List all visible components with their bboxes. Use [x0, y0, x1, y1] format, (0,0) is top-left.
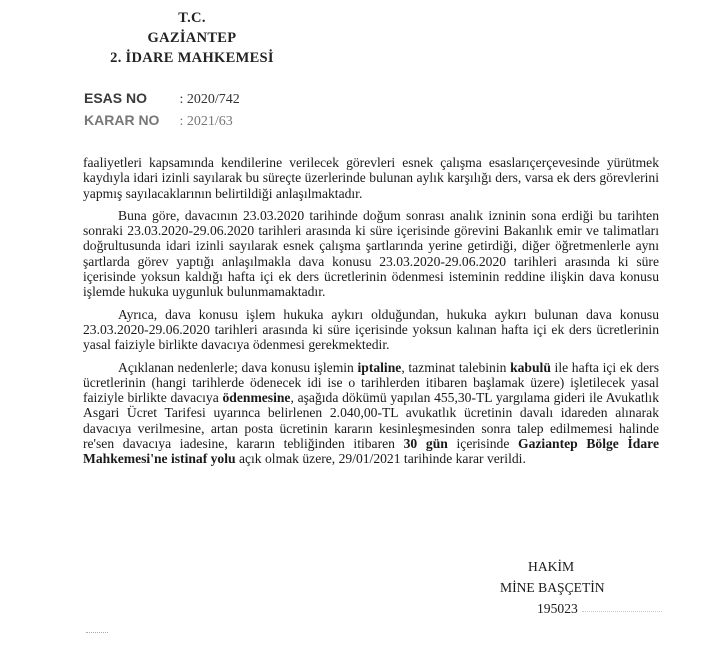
p4-text-k: açık olmak üzere, 29/01/2021 tarihinde karar verildi.: [235, 451, 526, 467]
esas-row: [84, 90, 240, 108]
karar-value: : 2021/63: [179, 114, 233, 129]
header-city: GAZİANTEP: [147, 30, 237, 46]
judge-name: MİNE BAŞÇETİN: [500, 580, 605, 595]
p4-text-a: Açıklanan nedenlerle; dava konusu işlemin: [118, 359, 358, 375]
p4-iptal: iptaline: [357, 359, 402, 375]
p4-odenmesine: ödenmesine: [222, 390, 291, 406]
karar-row: [84, 112, 233, 130]
signature-block: [500, 556, 662, 619]
esas-value: : 2020/742: [179, 92, 240, 107]
masked-id-digits: [582, 607, 662, 612]
p4-kabul: kabulü: [510, 359, 551, 375]
p4-text-e: ile hafta içi ek ders ücretlerinin (hangi tarihlerde ödenecek idi ise o tarihlerden itibaren başlamak üzere) işletilecek yasal faiziyle birlikte davacıya: [83, 359, 660, 406]
decision-body: [83, 155, 659, 474]
judge-id: 195023: [537, 601, 578, 616]
paragraph-4: [83, 360, 659, 467]
scan-artifact: [86, 630, 108, 633]
court-header: [92, 8, 292, 68]
karar-label: KARAR NO: [84, 112, 160, 128]
paragraph-1: faaliyetleri kapsamında kendilerine verilecek görevleri esnek çalışma esaslarıçerçevesinde yürütmek kaydıyla idari izinli sayılarak bu süreçte üzerlerinde bulunan aylık karşılığı ders, varsa ek ders görevlerini yapmış sayılacaklarının belirtildiği anlaşılmaktadır.: [83, 155, 659, 201]
paragraph-2: Buna göre, davacının 23.03.2020 tarihinde doğum sonrası analık izninin sona erdiği bu tarihten sonraki 23.03.2020-29.06.2020 tarihleri arasında ki süre içerisinde görevini Bakanlık emir ve talimatları doğrultusunda idari izinli sayılarak esnek çalışma şartlarında yerine getirdiği, diğer öğretmenlerle aynı şartlarda görev yaptığı anlaşılmakla dava konusu 23.03.2020-29.06.2020 tarihleri arasında ki süre içerisinde yoksun kaldığı hafta içi ek ders ücretlerinin ödenmesi isteminin reddine ilişkin dava konusu işlemde hukuka uygunluk bulunmamaktadır.: [83, 207, 659, 300]
esas-label: ESAS NO: [84, 90, 148, 106]
paragraph-3: Ayrıca, dava konusu işlem hukuka aykırı olduğundan, hukuka aykırı bulunan dava konusu 23.03.2020-29.06.2020 tarihleri arasında ki süre içerisinde yoksun kalınan hafta içi ek ders ücretlerinin yasal faiziyle birlikte davacıya ödenmesi gerekmektedir.: [83, 306, 659, 353]
header-tc: T.C.: [178, 10, 206, 26]
p4-istinaf: Gaziantep Bölge İdare Mahkemesi'ne istinaf yolu: [83, 436, 659, 467]
p4-30-gun: 30 gün: [403, 436, 448, 452]
header-court: 2. İDARE MAHKEMESİ: [110, 50, 274, 66]
p4-text-c: , tazminat talebinin: [401, 359, 511, 375]
p4-text-g: , aşağıda dökümü yapılan 455,30-TL yargılama gideri ile Avukatlık Asgari Ücret Tarifesi uyarınca belirlenen 2.040,00-TL avukatlık ücretinin davalı idareden alınarak davacıya verilmesine, artan posta ücretinin kararın kesinleşmesinden sonra talep edilmemesi halinde re'sen davacıya iadesine, kararın tebliğinden itibaren: [83, 390, 660, 452]
judge-id-row: [500, 598, 662, 619]
judge-title: HAKİM: [528, 559, 575, 574]
p4-text-i: içerisinde: [447, 436, 519, 452]
